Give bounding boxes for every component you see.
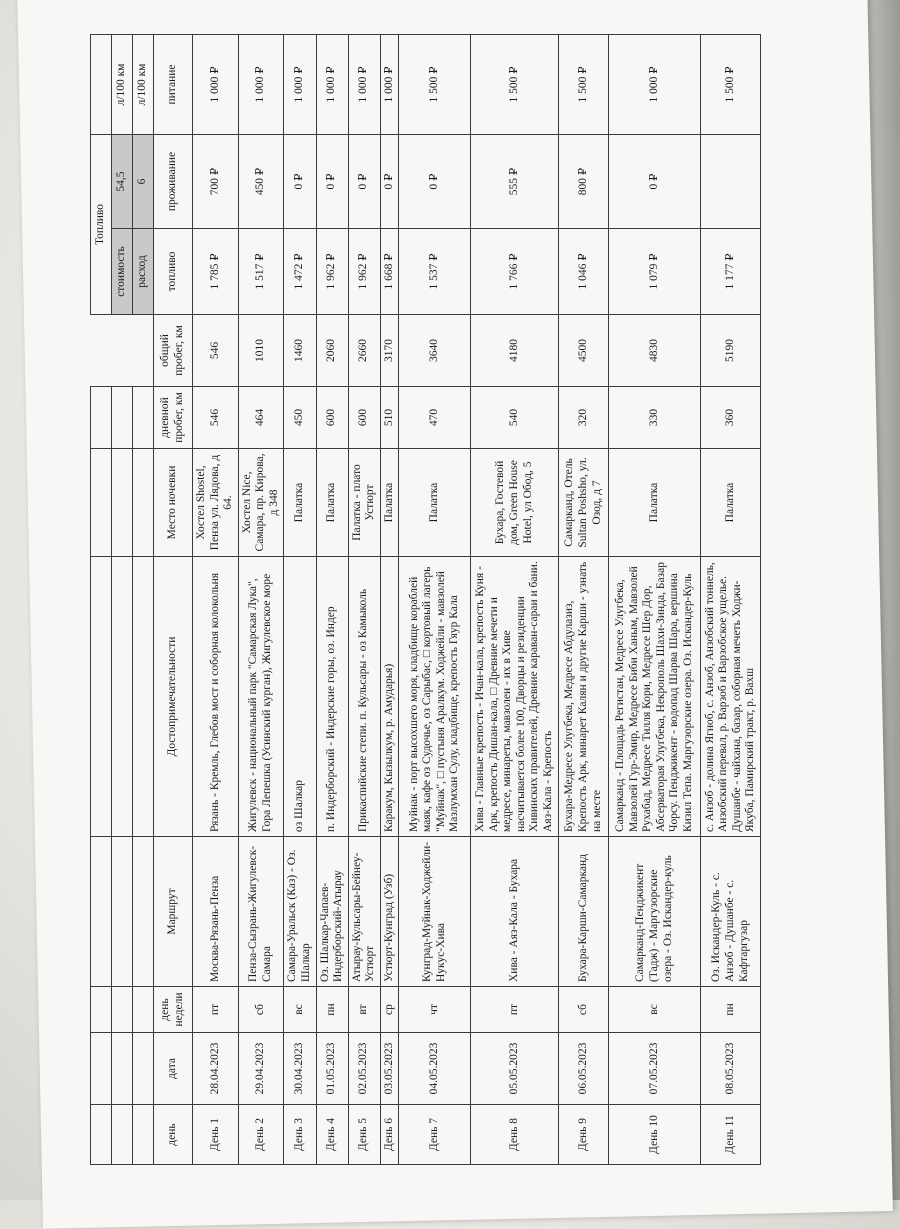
total-km-cell: 4830 xyxy=(609,315,701,387)
fuel-cell: 1 079 ₽ xyxy=(609,229,701,315)
daily-km-cell: 600 xyxy=(316,387,348,449)
day-row xyxy=(701,35,761,1165)
day-cell: День 6 xyxy=(380,1105,399,1165)
daily-km-cell: 546 xyxy=(193,387,239,449)
daily-km-cell: 464 xyxy=(238,387,284,449)
day-cell: День 4 xyxy=(316,1105,348,1165)
day-row xyxy=(316,35,348,1165)
stay-cell: 0 ₽ xyxy=(380,135,399,229)
weekday-cell: ср xyxy=(380,987,399,1033)
route-cell: Самара-Уральск (Каз) - Оз. Шалкар xyxy=(284,837,316,987)
route-cell: Устюрт-Кунград (Узб) xyxy=(380,837,399,987)
day-row xyxy=(399,35,471,1165)
total-km-cell: 3170 xyxy=(380,315,399,387)
date-cell: 30.04.2023 xyxy=(284,1033,316,1105)
date-cell: 07.05.2023 xyxy=(609,1033,701,1105)
day-cell: День 8 xyxy=(471,1105,559,1165)
total-km-cell: 2060 xyxy=(316,315,348,387)
lodging-cell: Палатка xyxy=(380,449,399,557)
day-row xyxy=(559,35,609,1165)
header-total-km: общий пробег, км xyxy=(154,315,193,387)
fuel-cost-value: 54,5 xyxy=(112,135,133,229)
fuel-cell: 1 177 ₽ xyxy=(701,229,761,315)
sights-cell: Бухара-Медресе Улугбека, Медресе Абдулазиз, Крепость Арк, минарет Калян и другие Карши - узнать на месте xyxy=(559,557,609,837)
header-food: питание xyxy=(154,35,193,135)
food-cell: 1 500 ₽ xyxy=(701,35,761,135)
weekday-cell: пт xyxy=(193,987,239,1033)
route-cell: Оз. Шалкар-Чапаев-Индерборский-Атырау xyxy=(316,837,348,987)
blank-row xyxy=(91,35,112,1165)
weekday-cell: вс xyxy=(609,987,701,1033)
lodging-cell: Палатка xyxy=(701,449,761,557)
total-km-cell: 546 xyxy=(193,315,239,387)
header-sights: Достопримечательности xyxy=(154,557,193,837)
food-cell: 1 000 ₽ xyxy=(284,35,316,135)
header-lodging: Место ночевки xyxy=(154,449,193,557)
food-cell: 1 500 ₽ xyxy=(559,35,609,135)
fuel-cell: 1 766 ₽ xyxy=(471,229,559,315)
fuel-cell: 1 962 ₽ xyxy=(348,229,380,315)
header-row xyxy=(154,35,193,1165)
day-row xyxy=(284,35,316,1165)
day-cell: День 2 xyxy=(238,1105,284,1165)
header-day: день xyxy=(154,1105,193,1165)
date-cell: 29.04.2023 xyxy=(238,1033,284,1105)
fuel-cell: 1 668 ₽ xyxy=(380,229,399,315)
day-cell: День 7 xyxy=(399,1105,471,1165)
date-cell: 02.05.2023 xyxy=(348,1033,380,1105)
lodging-cell: Хостел Nice, Самара, пр. Кирова, д 348 xyxy=(238,449,284,557)
sights-cell: п. Индерборский - Индерские горы, оз. Индер xyxy=(316,557,348,837)
fuel-cost-row xyxy=(112,35,133,1165)
day-row xyxy=(380,35,399,1165)
fuel-cell: 1 537 ₽ xyxy=(399,229,471,315)
date-cell: 04.05.2023 xyxy=(399,1033,471,1105)
food-cell: 1 000 ₽ xyxy=(348,35,380,135)
daily-km-cell: 540 xyxy=(471,387,559,449)
route-cell: Бухара-Карши-Самарканд xyxy=(559,837,609,987)
day-cell: День 5 xyxy=(348,1105,380,1165)
lodging-cell: Палатка xyxy=(284,449,316,557)
lodging-cell: Палатка xyxy=(609,449,701,557)
stay-cell: 0 ₽ xyxy=(284,135,316,229)
lodging-cell: Хостел Shostel, Пенза ул. Лядова, д 64. xyxy=(193,449,239,557)
sights-cell: Прикаспийские степи. п. Кульсары - оз Камыколь xyxy=(348,557,380,837)
daily-km-cell: 360 xyxy=(701,387,761,449)
stay-cell: 0 ₽ xyxy=(348,135,380,229)
food-cell: 1 000 ₽ xyxy=(238,35,284,135)
weekday-cell: сб xyxy=(559,987,609,1033)
weekday-cell: пт xyxy=(471,987,559,1033)
sights-cell: Каракум, Кызылкум, р. Амударья) xyxy=(380,557,399,837)
fuel-rate-row xyxy=(133,35,154,1165)
weekday-cell: вс xyxy=(284,987,316,1033)
food-cell: 1 500 ₽ xyxy=(471,35,559,135)
fuel-cell: 1 472 ₽ xyxy=(284,229,316,315)
day-row xyxy=(193,35,239,1165)
food-cell: 1 000 ₽ xyxy=(380,35,399,135)
day-row xyxy=(348,35,380,1165)
fuel-rate-value: 6 xyxy=(133,135,154,229)
route-cell: Кунград-Муйнак-Ходжейли-Нукус-Хива xyxy=(399,837,471,987)
route-cell: Пенза-Сызрань-Жигулевск-Самара xyxy=(238,837,284,987)
lodging-cell: Палатка xyxy=(316,449,348,557)
day-row xyxy=(471,35,559,1165)
weekday-cell: чт xyxy=(399,987,471,1033)
route-cell: Оз. Искандер-Куль - с. Анзоб - Душанбе - с. Кафтаргузар xyxy=(701,837,761,987)
header-daily-km: дневной пробег, км xyxy=(154,387,193,449)
day-cell: День 1 xyxy=(193,1105,239,1165)
date-cell: 05.05.2023 xyxy=(471,1033,559,1105)
sights-cell: Самарканд - Площадь Регистан, Медресе Улугбека, Мавзолей Гур-Эмир, Медресе Биби Ханым, Мавзолей Рухабад, Медресе Тилля Кори, Медресе Шер Дор, Абсерваторая Улугбека, Некрополь Шахи-Зинда, Базар Чорсу. Пенджикент - водопад Шарва Шара, вершина Кизил Тепа. Маргузорские озера. Оз. Искандер-Куль xyxy=(609,557,701,837)
daily-km-cell: 600 xyxy=(348,387,380,449)
day-cell: День 11 xyxy=(701,1105,761,1165)
fuel-cell: 1 517 ₽ xyxy=(238,229,284,315)
date-cell: 28.04.2023 xyxy=(193,1033,239,1105)
food-cell: 1 000 ₽ xyxy=(193,35,239,135)
daily-km-cell: 450 xyxy=(284,387,316,449)
daily-km-cell: 320 xyxy=(559,387,609,449)
sights-cell: Хива - Главные крепость - Ичан-кала, крепость Куня - Арк, крепость Дишан-кала, □ Древние мечети и медресе, минареты, мавзолеи - их в Хиве насчитывается более 100, Дворцы и резиденции Хивинских правителей, Древние караван-сараи и бани. Аяз-Кала - Крепость xyxy=(471,557,559,837)
day-row xyxy=(609,35,701,1165)
fuel-cell: 1 785 ₽ xyxy=(193,229,239,315)
header-route: Маршрут xyxy=(154,837,193,987)
stay-cell: 700 ₽ xyxy=(193,135,239,229)
rotated-document xyxy=(90,35,810,1165)
stay-cell: 800 ₽ xyxy=(559,135,609,229)
fuel-box-title: Топливо xyxy=(91,135,112,315)
sights-cell: Жигулевск - национальный парк "Самарская Лука", Гора Лепешка (Усинский курган), Жигулевское море xyxy=(238,557,284,837)
lodging-cell: Самарканд, Отель Sultan Poshsho, ул. Озод, д 7 xyxy=(559,449,609,557)
weekday-cell: пн xyxy=(701,987,761,1033)
fuel-cell: 1 962 ₽ xyxy=(316,229,348,315)
weekday-cell: вт xyxy=(348,987,380,1033)
stay-cell: 0 ₽ xyxy=(316,135,348,229)
food-cell: 1 000 ₽ xyxy=(609,35,701,135)
route-cell: Москва-Рязань-Пенза xyxy=(193,837,239,987)
itinerary-rows xyxy=(193,35,761,1165)
fuel-unit-2: л/100 км xyxy=(133,35,154,135)
day-cell: День 10 xyxy=(609,1105,701,1165)
weekday-cell: сб xyxy=(238,987,284,1033)
header-weekday: день недели xyxy=(154,987,193,1033)
fuel-cost-label: стоимость xyxy=(112,229,133,315)
total-km-cell: 1460 xyxy=(284,315,316,387)
day-cell: День 9 xyxy=(559,1105,609,1165)
date-cell: 08.05.2023 xyxy=(701,1033,761,1105)
route-cell: Атырау-Кульсары-Бейнеу-Устюрт xyxy=(348,837,380,987)
route-cell: Хива - Аяз-Кала - Бухара xyxy=(471,837,559,987)
sights-cell: с. Анзоб - долина Ягноб, с. Анзоб, Анзобский тоннель, Анзобский перевал, р. Варзоб и Варзобское ущелье. Душанбе - чайхана, базар, соборная мечеть Ходжи-Якуба, Памирский тракт, р. Вахш xyxy=(701,557,761,837)
total-km-cell: 5190 xyxy=(701,315,761,387)
route-cell: Самарканд-Пенджикент (Тадж) - Маргузорские озера - Оз. Искандер-куль xyxy=(609,837,701,987)
header-date: дата xyxy=(154,1033,193,1105)
fuel-unit-1: л/100 км xyxy=(112,35,133,135)
fuel-cell: 1 046 ₽ xyxy=(559,229,609,315)
fuel-rate-label: расход xyxy=(133,229,154,315)
day-row xyxy=(238,35,284,1165)
lodging-cell: Палатка xyxy=(399,449,471,557)
total-km-cell: 2660 xyxy=(348,315,380,387)
weekday-cell: пн xyxy=(316,987,348,1033)
stay-cell: 450 ₽ xyxy=(238,135,284,229)
food-cell: 1 500 ₽ xyxy=(399,35,471,135)
total-km-cell: 4500 xyxy=(559,315,609,387)
stay-cell: 0 ₽ xyxy=(609,135,701,229)
total-km-cell: 1010 xyxy=(238,315,284,387)
stay-cell: 0 ₽ xyxy=(399,135,471,229)
day-cell: День 3 xyxy=(284,1105,316,1165)
date-cell: 06.05.2023 xyxy=(559,1033,609,1105)
daily-km-cell: 470 xyxy=(399,387,471,449)
sights-cell: Рязань - Кремль, Глебов мост и соборная колокольня xyxy=(193,557,239,837)
total-km-cell: 3640 xyxy=(399,315,471,387)
lodging-cell: Палатка - плато Устюрт xyxy=(348,449,380,557)
daily-km-cell: 330 xyxy=(609,387,701,449)
lodging-cell: Бухара, Гостевой дом, Green House Hotel, ул Обод, 5 xyxy=(471,449,559,557)
stay-cell: 555 ₽ xyxy=(471,135,559,229)
header-fuel: топливо xyxy=(154,229,193,315)
itinerary-table xyxy=(90,34,761,1165)
total-km-cell: 4180 xyxy=(471,315,559,387)
date-cell: 01.05.2023 xyxy=(316,1033,348,1105)
sights-cell: Муйнак - порт высохшего моря, кладбище кораблей маяк, кафе оз Судочье, оз Сарыбас, □ кортовый лагерь "Муйнак", □ пустыня Аралкум. Ходжейли - мавзолей Мазлумхан Сулу, кладбище, крепость Гяур Кала xyxy=(399,557,471,837)
date-cell: 03.05.2023 xyxy=(380,1033,399,1105)
sights-cell: оз Шалкар xyxy=(284,557,316,837)
food-cell: 1 000 ₽ xyxy=(316,35,348,135)
daily-km-cell: 510 xyxy=(380,387,399,449)
header-stay: проживание xyxy=(154,135,193,229)
stay-cell xyxy=(701,135,761,229)
